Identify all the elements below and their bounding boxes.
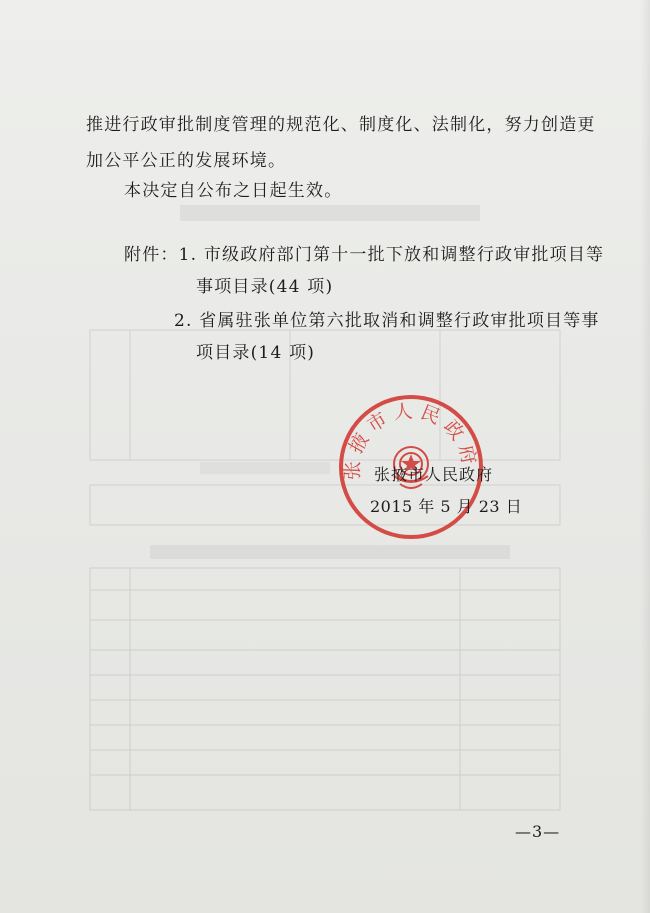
- attachment-item-1-title: 1. 市级政府部门第十一批下放和调整行政审批项目等: [178, 245, 605, 265]
- seal-text: 张掖市人民政府: [341, 399, 482, 481]
- attachment-item-2: 2. 省属驻张单位第六批取消和调整行政审批项目等事: [174, 311, 600, 331]
- page-number: —3—: [515, 822, 561, 841]
- body-text-line: 本决定自公布之日起生效。: [124, 181, 343, 201]
- issuer-name: 张掖市人民政府: [374, 465, 494, 484]
- attachment-item-1: [124, 240, 604, 265]
- body-text-line: 加公平公正的发展环境。: [86, 151, 287, 171]
- attachment-item-2-continued: 项目录(14 项): [196, 343, 316, 363]
- attachments-label: 附件：: [124, 245, 179, 265]
- attachment-item-1-continued: 事项目录(44 项): [196, 277, 334, 297]
- page-edge-shadow: [640, 0, 650, 913]
- body-text-line: 推进行政审批制度管理的规范化、制度化、法制化，努力创造更: [86, 115, 596, 135]
- issue-date: 2015 年 5 月 23 日: [370, 497, 523, 516]
